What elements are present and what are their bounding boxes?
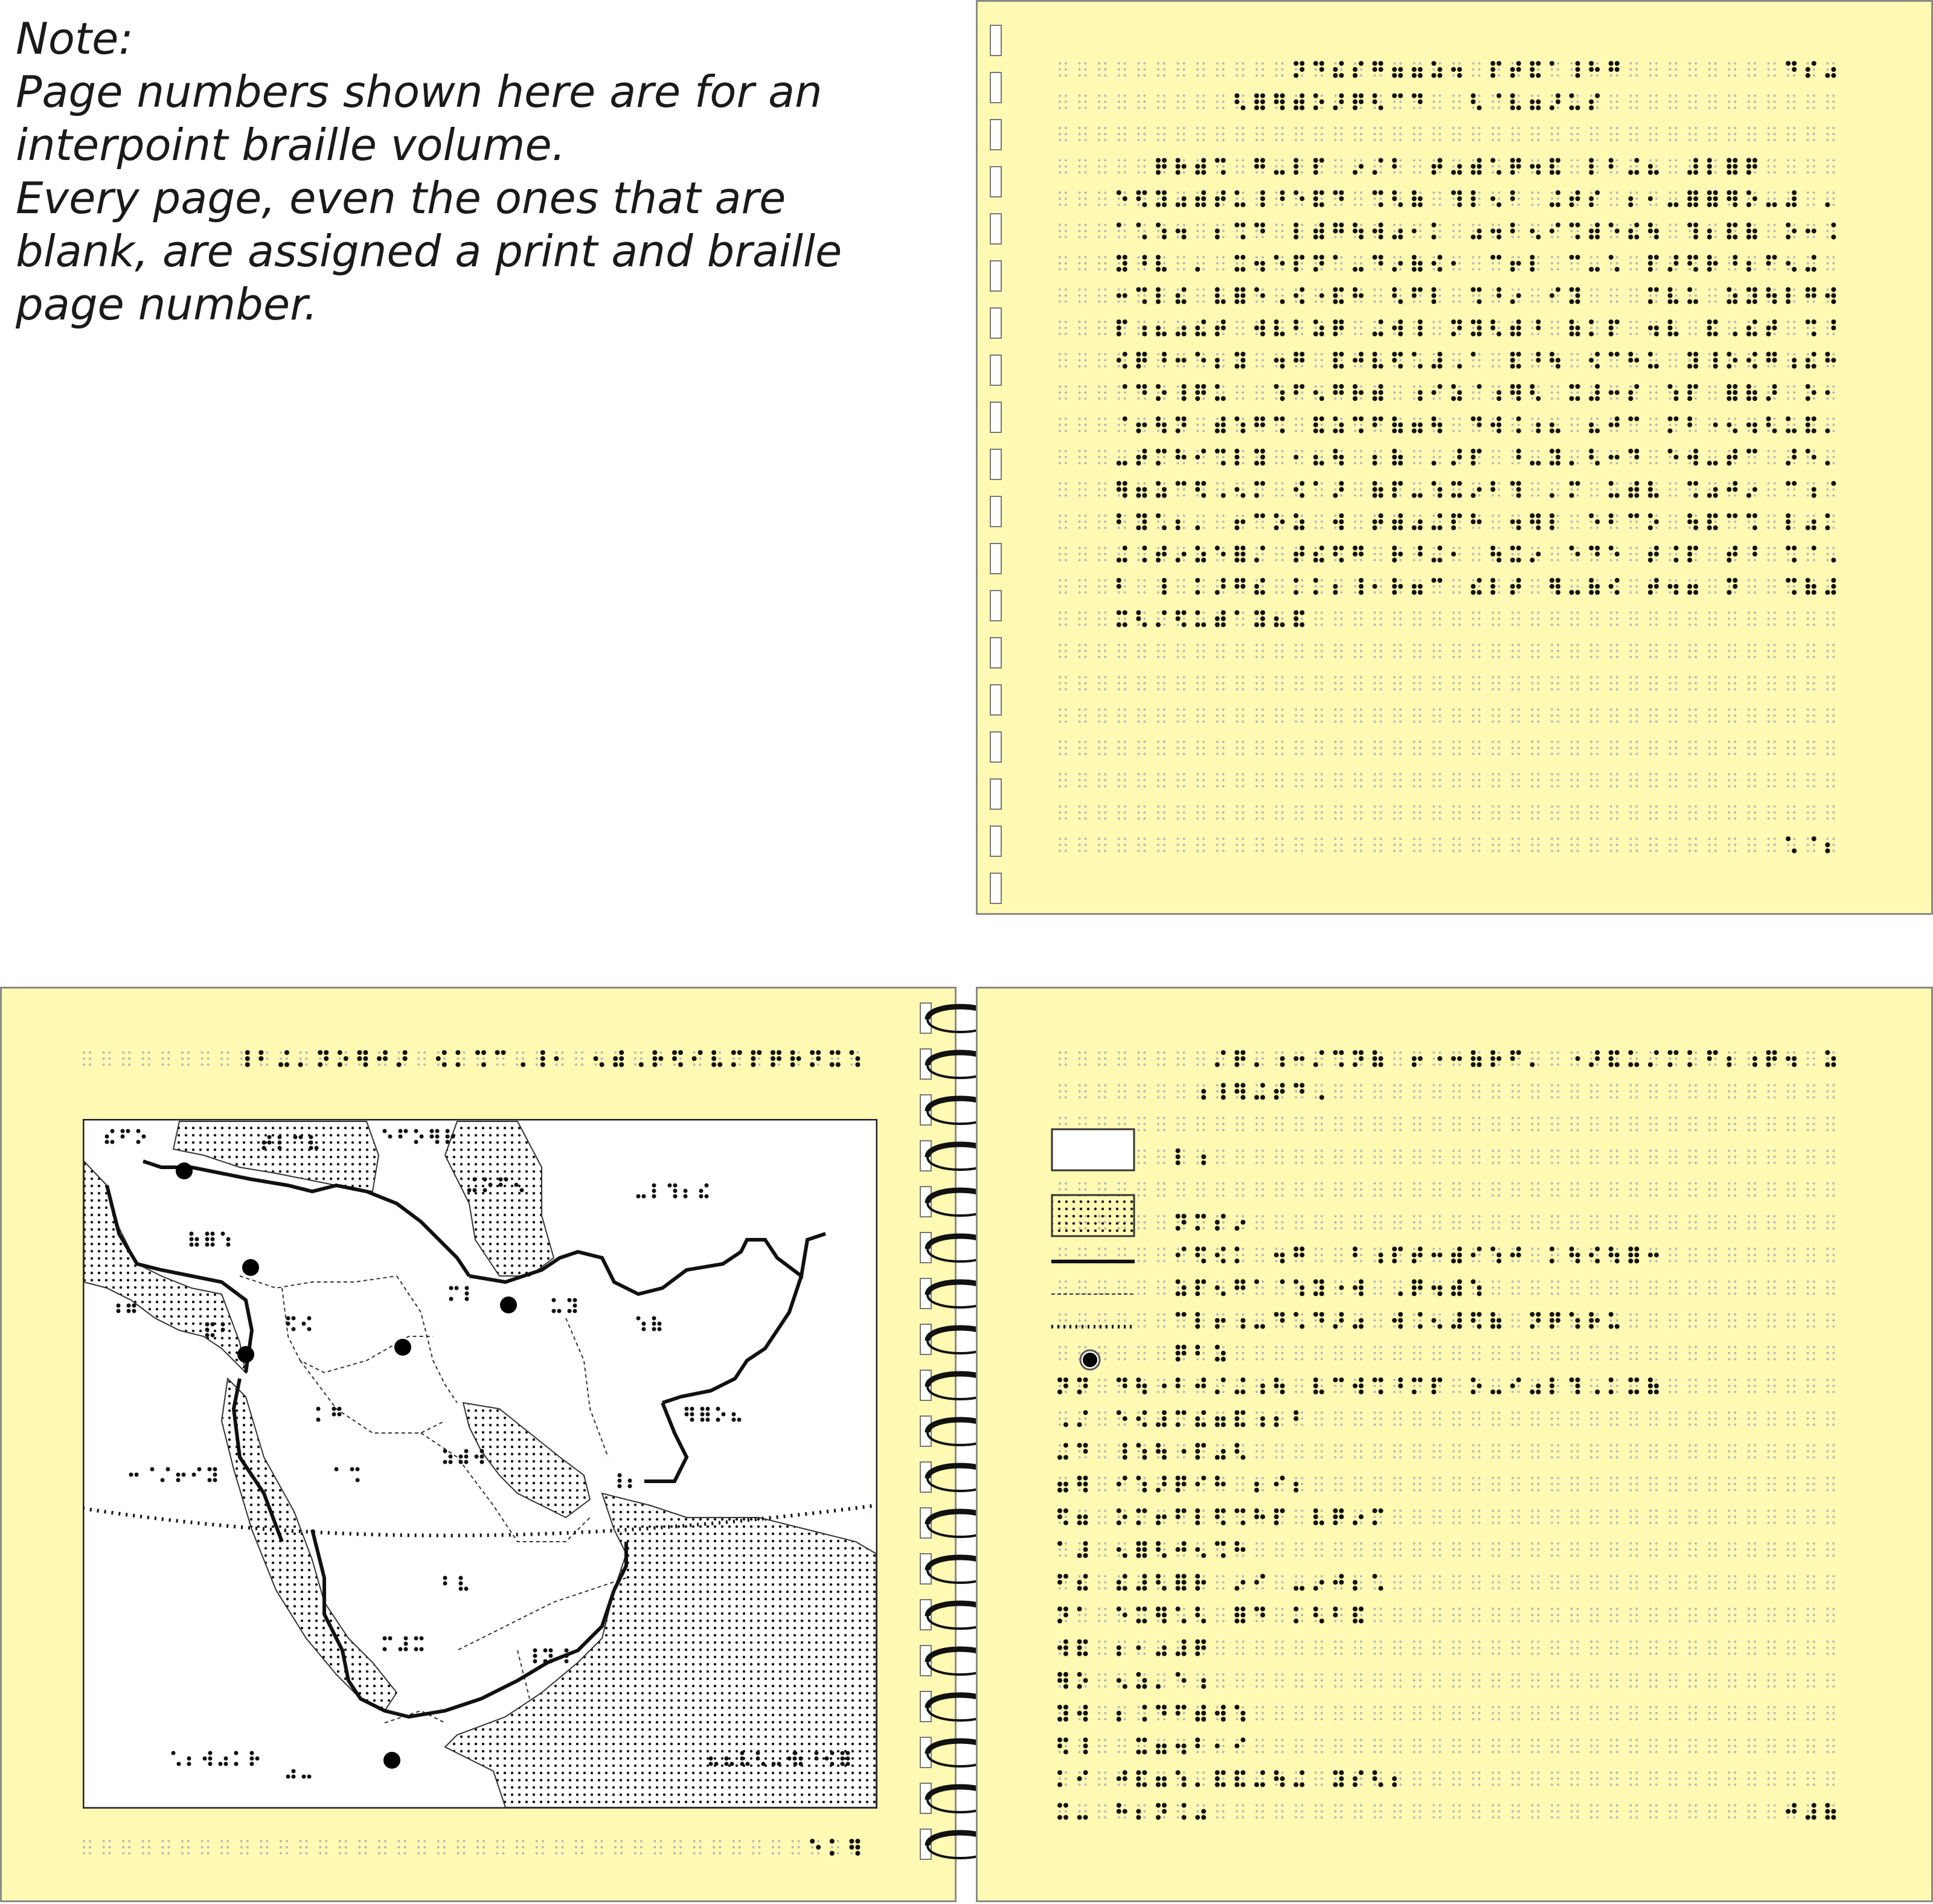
note-line-2: interpoint braille volume. <box>16 118 946 171</box>
note-line-4: blank, are assigned a print and braille <box>16 225 946 278</box>
braille-text-block <box>978 2 1933 917</box>
map-key-symbols <box>1050 1127 1141 1381</box>
tactile-map-page <box>0 987 957 1902</box>
print-note <box>16 12 946 331</box>
note-line-5: page number. <box>16 278 946 331</box>
note-line-3: Every page, even the ones that are <box>16 171 946 225</box>
legend-dotted-area <box>1052 1195 1134 1236</box>
note-heading: Note: <box>16 12 946 65</box>
braille-page-top <box>976 0 1933 915</box>
map-key-page <box>976 987 1933 1902</box>
map-key-braille <box>978 989 1933 1904</box>
note-line-1: Page numbers shown here are for an <box>16 65 946 118</box>
legend-plain-area <box>1052 1129 1134 1170</box>
tactile-map <box>83 1119 877 1809</box>
